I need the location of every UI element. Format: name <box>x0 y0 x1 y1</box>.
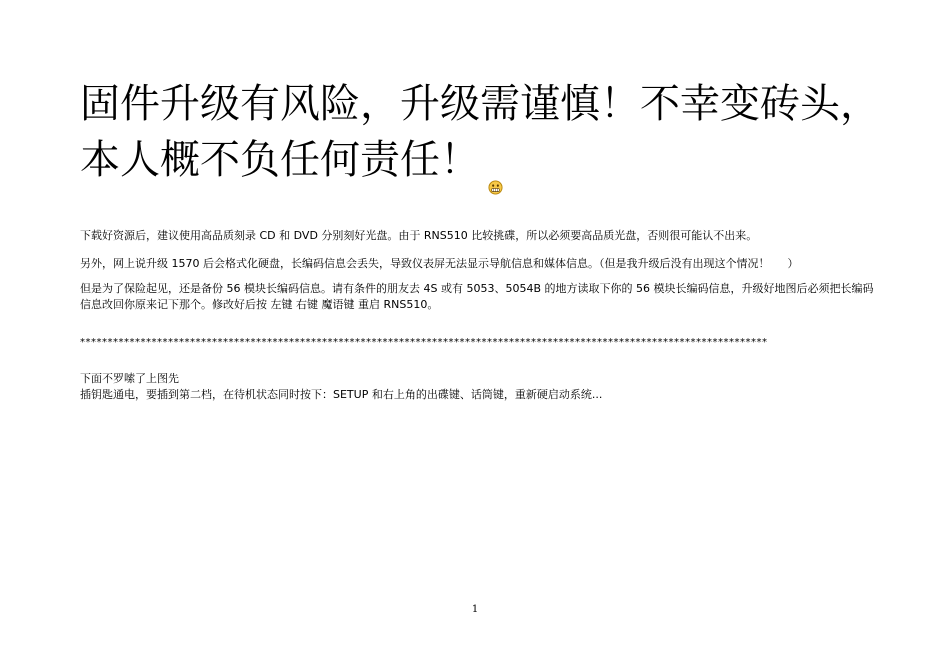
paragraph-intro: 下面不罗嗦了上图先 <box>80 372 179 385</box>
paragraph-restart-steps: 插钥匙通电，要插到第二档，在待机状态同时按下：SETUP 和右上角的出碟键、话筒键，重新硬启动系统... <box>80 388 603 401</box>
page-number: 1 <box>471 604 479 615</box>
paragraph-backup-advice: 但是为了保险起见，还是备份 56 模块长编码信息。请有条件的朋友去 4S 或有 5053、5054B 的地方读取下你的 56 模块长编码信息，升级好地图后必须把长编码信息改回你原来记下那个。修改好后按 左键 右键 魔语键 重启 RNS510。 <box>80 282 874 311</box>
paragraph-format-warning <box>80 256 880 272</box>
warning-title <box>80 76 900 188</box>
paragraph-format-warning-text: 另外，网上说升级 1570 后会格式化硬盘，长编码信息会丢失，导致仪表屏无法显示导航信息和媒体信息。（但是我升级后没有出现这个情况！ <box>80 257 770 270</box>
paragraph-disc-advice: 下载好资源后，建议使用高品质刻录 CD 和 DVD 分别刻好光盘。由于 RNS510 比较挑碟，所以必须要高品质光盘，否则很可能认不出来。 <box>80 229 758 242</box>
grinning-face-icon <box>488 180 503 195</box>
paragraph-format-warning-close: ） <box>787 257 799 270</box>
warning-title-line-2: 本人概不负任何责任！ <box>80 137 480 183</box>
warning-title-line-1: 固件升级有风险，升级需谨慎！不幸变砖头， <box>80 81 880 127</box>
separator-stars: ***************************************************************************************************************************** <box>80 337 768 348</box>
